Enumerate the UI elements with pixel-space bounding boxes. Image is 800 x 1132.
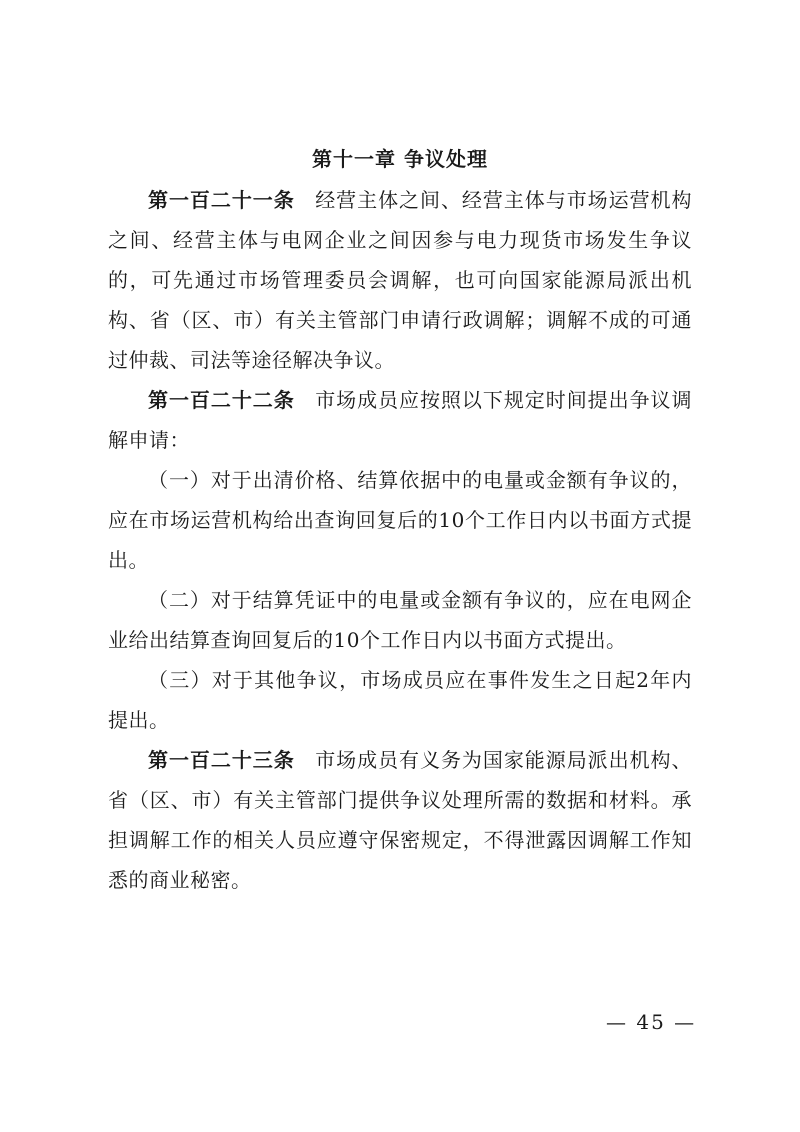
article-122-item-3: （三）对于其他争议，市场成员应在事件发生之日起2年内提出。	[108, 668, 692, 732]
article-121	[108, 180, 692, 380]
chapter-title: 第十一章 争议处理	[312, 147, 488, 171]
article-text: 市场成员有义务为国家能源局派出机构、省（区、市）有关主管部门提供争议处理所需的数据和材料。承担调解工作的相关人员应遵守保密规定，不得泄露因调解工作知悉的商业秘密。	[108, 748, 693, 892]
article-text: 经营主体之间、经营主体与市场运营机构之间、经营主体与电网企业之间因参与电力现货市场发生争议的，可先通过市场管理委员会调解，也可向国家能源局派出机构、省（区、市）有关主管部门申请行政调解；调解不成的可通过仲裁、司法等途径解决争议。	[108, 188, 693, 372]
article-122-item-2: （二）对于结算凭证中的电量或金额有争议的，应在电网企业给出结算查询回复后的10个工作日内以书面方式提出。	[108, 588, 692, 652]
article-text: 市场成员应按照以下规定时间提出争议调解申请：	[108, 388, 693, 452]
page-number: — 45 —	[606, 1010, 697, 1034]
article-number: 第一百二十二条	[148, 388, 295, 412]
article-number: 第一百二十三条	[148, 748, 295, 772]
article-122	[108, 380, 692, 460]
article-122-item-1: （一）对于出清价格、结算依据中的电量或金额有争议的，应在市场运营机构给出查询回复后的10个工作日内以书面方式提出。	[108, 468, 692, 572]
article-number: 第一百二十一条	[148, 188, 295, 212]
document-body	[108, 180, 692, 900]
article-123	[108, 740, 692, 900]
